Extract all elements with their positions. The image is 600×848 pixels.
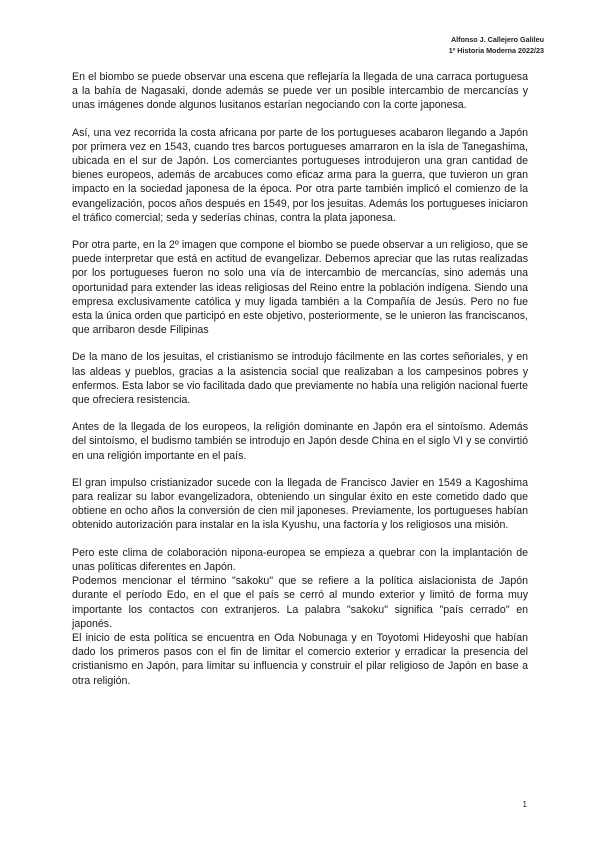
- header-course: 1º Historia Moderna 2022/23: [448, 45, 544, 55]
- document-body: [72, 70, 528, 688]
- paragraph-jesuitas: De la mano de los jesuitas, el cristianismo se introdujo fácilmente en las cortes señoriales, y en las aldeas y pueblos, gracias a la asistencia social que realizaban a los campesinos pobres y enfermos. Esta labor se vio facilitada dado que previamente no había una religión nacional fuerte que ofreciera resistencia.: [72, 351, 528, 407]
- paragraph-sakoku: Podemos mencionar el término "sakoku" que se refiere a la política aislacionista de Japón durante el período Edo, en el que el país se cerró al mundo exterior y limitó de forma muy importante los contactos con extranjeros. La palabra "sakoku" significa "país cerrado" en japonés.: [72, 575, 528, 630]
- page-number: 1: [522, 800, 527, 809]
- header-author: Alfonso J. Callejero Galileu: [450, 35, 544, 44]
- paragraph-biombo-nagasaki: En el biombo se puede observar una escena que reflejaría la llegada de una carraca portuguesa a la bahía de Nagasaki, donde además se puede ver un posible intercambio de mercancías y unas imágenes donde algunos lusitanos estarían negociando con la corte japonesa.: [72, 71, 528, 112]
- paragraph-sintoismo: Antes de la llegada de los europeos, la religión dominante en Japón era el sintoísmo. Además del sintoísmo, el budismo también se introdujo en Japón desde China en el siglo VI y se convirtió en una religión importante en el país.: [72, 421, 528, 462]
- paragraph-colaboracion: Pero este clima de colaboración nipona-europea se empieza a quebrar con la implantación de unas políticas diferentes en Japón.: [72, 546, 528, 573]
- paragraph-francisco-javier: El gran impulso cristianizador sucede con la llegada de Francisco Javier en 1549 a Kagoshima para realizar su labor evangelizadora, obteniendo un singular éxito en este cometido dado que obtiene en ocho años la conversión de cien mil japoneses. Previamente, los portugueses habían obtenido autorización para instalar en la isla Kyushu, una factoría y los religiosos una misión.: [72, 476, 528, 532]
- paragraph-inicio-politica: El inicio de esta política se encuentra en Oda Nobunaga y en Toyotomi Hideyoshi que habían dado los primeros pasos con el fin de limitar el comercio exterior y erradicar la presencia del cristianismo en Japón, para limitar su influencia y construir el pilar religioso de Japón en base a otra religión.: [72, 631, 528, 687]
- paragraph-llegada-japon: Así, una vez recorrida la costa africana por parte de los portugueses acabaron llegando a Japón por primera vez en 1543, cuando tres barcos portugueses amarraron en la isla de Tanegashima, ubicada en el sur de Japón. Los comerciantes portugueses introdujeron una gran cantidad de bienes europeos, además de arcabuces como eficaz arma para la guerra, que tuvieron un gran impacto en la sociedad japonesa de la época. Por otra parte también implicó el comienzo de la evangelización, pocos años después en 1549, por los jesuitas. Además los portugueses iniciaron el tráfico comercial; seda y sederías chinas, contra la plata japonesa.: [72, 126, 528, 224]
- page-header: [449, 35, 544, 56]
- paragraph-religioso: Por otra parte, en la 2º imagen que compone el biombo se puede observar a un religioso, que se puede interpretar que está en actitud de evangelizar. Debemos apreciar que las rutas realizadas por los portugueses fueron no solo una vía de intercambio de mercancías, sino además una oportunidad para extender las ideas religiosas del Reino entre la población indígena. Siendo una empresa exclusivamente católica y muy ligada también a la Compañía de Jesús. Pero no fue esta la única orden que participó en este objetivo, posteriormente, se le unieron las franciscanos, que arribaron desde Filipinas: [72, 239, 528, 337]
